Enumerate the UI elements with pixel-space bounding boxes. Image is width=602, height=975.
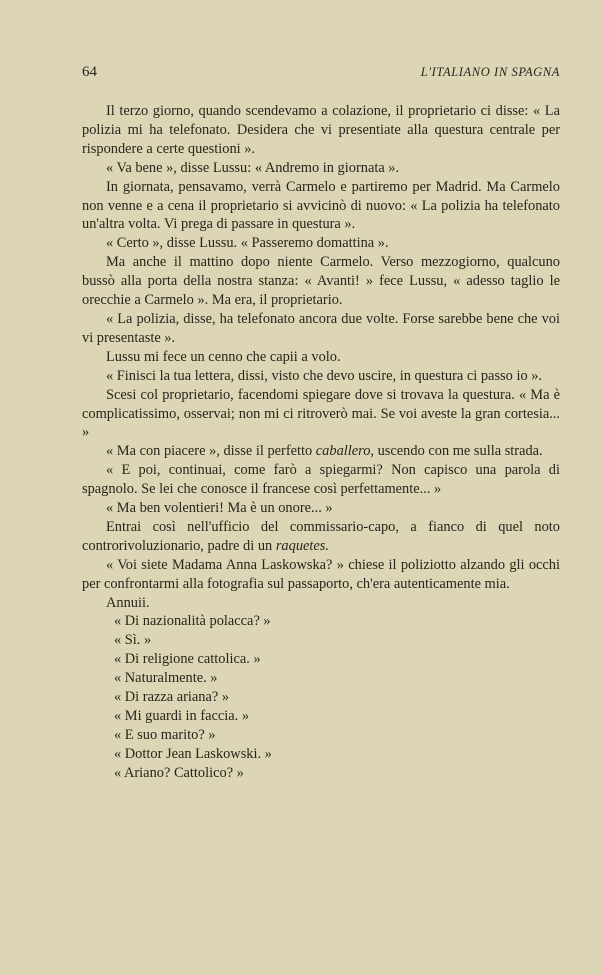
paragraph: « Voi siete Madama Anna Laskowska? » chiese il poliziotto alzando gli occhi per confrontarmi alla fotografia sul passaporto, ch'era autenticamente mia. xyxy=(82,556,560,592)
page-number: 64 xyxy=(82,64,97,80)
paragraph: Scesi col proprietario, facendomi spiegare dove si trovava la questura. « Ma è complicatissimo, osservai; non mi ci ritroverò mai. Se voi aveste la gran cortesia... » xyxy=(82,386,560,441)
paragraph-text: uscendo con me sulla strada. xyxy=(374,443,543,460)
page-header xyxy=(82,64,560,81)
dialogue-line: « Di nazionalità polacca? » xyxy=(114,613,271,630)
paragraph: « Va bene », disse Lussu: « Andremo in giornata ». xyxy=(106,159,400,176)
running-title: L'ITALIANO IN SPAGNA xyxy=(420,65,560,79)
paragraph: « Certo », disse Lussu. « Passeremo domattina ». xyxy=(106,235,389,252)
paragraph: « Ma ben volentieri! Ma è un onore... » xyxy=(106,500,333,517)
paragraph: Annuii. xyxy=(106,594,150,611)
paragraph-text: Entrai così nell'ufficio del commissario-capo, a fianco di quel noto controrivoluzionario, padre di un xyxy=(82,518,560,554)
paragraph: « La polizia, disse, ha telefonato ancora due volte. Forse sarebbe bene che voi vi presentaste ». xyxy=(82,310,560,346)
paragraph: Ma anche il mattino dopo niente Carmelo. Verso mezzogiorno, qualcuno bussò alla porta della nostra stanza: « Avanti! » fece Lussu, « adesso taglio le orecchie a Carmelo ». Ma era, il proprietario. xyxy=(82,254,560,309)
paragraph: « Finisci la tua lettera, dissi, visto che devo uscire, in questura ci passo io ». xyxy=(106,367,543,384)
paragraph: « E poi, continuai, come farò a spiegarmi? Non capisco una parola di spagnolo. Se lei che conosce il francese così perfettamente... » xyxy=(82,462,560,498)
paragraph-text: « Ma con piacere », disse il perfetto xyxy=(106,443,316,460)
body-text xyxy=(82,102,560,783)
italic-word: caballero, xyxy=(315,443,375,460)
dialogue-line: « E suo marito? » xyxy=(114,726,216,743)
paragraph xyxy=(82,518,560,556)
paragraph: Il terzo giorno, quando scendevamo a colazione, il proprietario ci disse: « La polizia mi ha telefonato. Desidera che vi presentiate alla questura centrale per rispondere a certe questioni ». xyxy=(82,103,560,157)
dialogue-line: « Naturalmente. » xyxy=(114,670,218,687)
dialogue-line: « Ariano? Cattolico? » xyxy=(114,764,244,781)
dialogue-line: « Di religione cattolica. » xyxy=(114,651,261,668)
paragraph xyxy=(82,442,560,461)
dialogue-line: « Sì. » xyxy=(114,632,152,649)
dialogue-line: « Dottor Jean Laskowski. » xyxy=(114,745,272,762)
paragraph: Lussu mi fece un cenno che capii a volo. xyxy=(106,348,341,365)
dialogue-line: « Di razza ariana? » xyxy=(114,689,230,706)
italic-word: raquetes. xyxy=(275,537,329,554)
dialogue-line: « Mi guardi in faccia. » xyxy=(114,708,250,724)
paragraph: In giornata, pensavamo, verrà Carmelo e partiremo per Madrid. Ma Carmelo non venne e a cena il proprietario si avvicinò di nuovo: « La polizia ha telefonato un'altra volta. Vi prega di passare in questura ». xyxy=(82,178,560,233)
